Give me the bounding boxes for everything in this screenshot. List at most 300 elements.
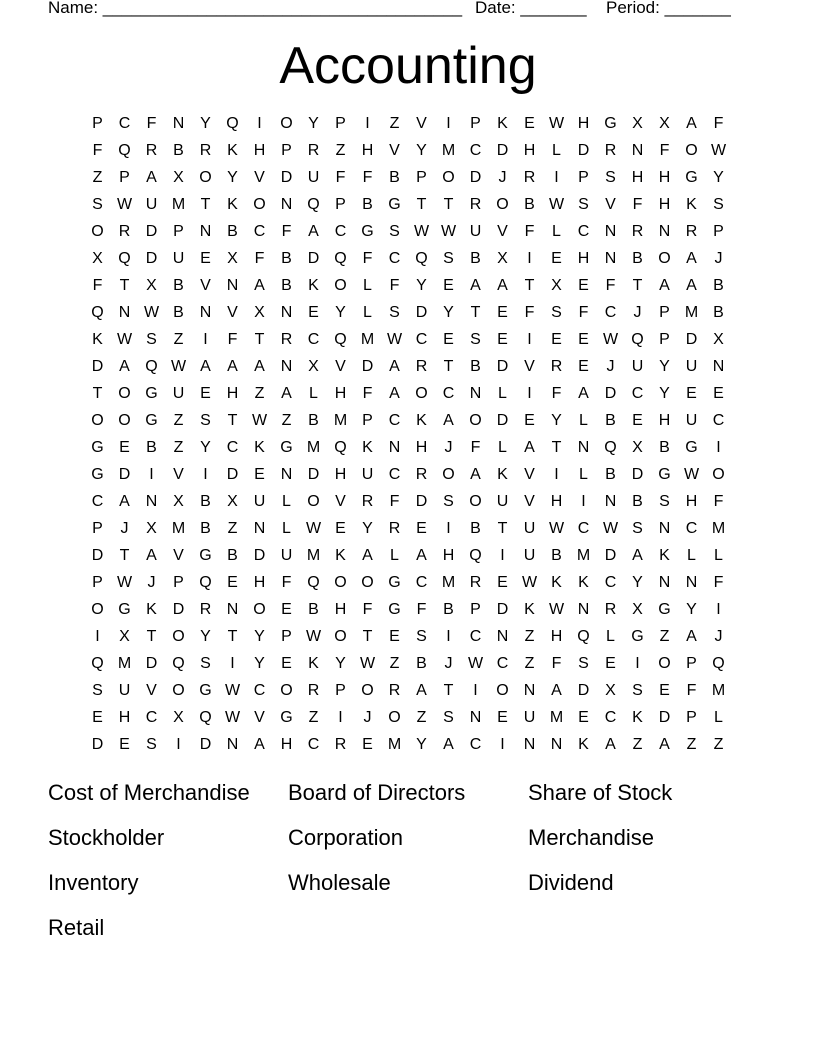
grid-letter[interactable]: A	[470, 466, 481, 483]
grid-letter[interactable]: K	[227, 196, 238, 213]
grid-letter[interactable]: L	[714, 709, 723, 726]
grid-letter[interactable]: L	[552, 142, 561, 159]
grid-letter[interactable]: R	[469, 196, 482, 213]
grid-letter[interactable]: C	[496, 655, 509, 672]
grid-letter[interactable]: P	[470, 601, 481, 618]
grid-letter[interactable]: M	[360, 331, 375, 348]
grid-letter[interactable]: F	[713, 574, 724, 591]
grid-letter[interactable]: O	[253, 196, 266, 213]
grid-letter[interactable]: K	[335, 547, 346, 564]
grid-letter[interactable]: Z	[227, 520, 238, 537]
grid-letter[interactable]: T	[551, 439, 562, 456]
grid-letter[interactable]: W	[224, 682, 241, 699]
grid-letter[interactable]: W	[170, 358, 187, 375]
grid-letter[interactable]: X	[119, 628, 130, 645]
grid-letter[interactable]: W	[116, 574, 133, 591]
grid-letter[interactable]: A	[254, 358, 265, 375]
grid-letter[interactable]: Y	[254, 628, 265, 645]
grid-letter[interactable]: W	[359, 655, 376, 672]
grid-letter[interactable]: U	[145, 196, 158, 213]
grid-letter[interactable]: L	[282, 520, 291, 537]
grid-letter[interactable]: O	[280, 682, 293, 699]
grid-letter[interactable]: V	[146, 682, 157, 699]
grid-letter[interactable]: D	[469, 169, 482, 186]
grid-letter[interactable]: X	[173, 709, 184, 726]
grid-letter[interactable]: J	[498, 169, 507, 186]
grid-letter[interactable]: E	[200, 250, 211, 267]
grid-letter[interactable]: A	[686, 628, 697, 645]
grid-letter[interactable]: F	[362, 169, 373, 186]
grid-letter[interactable]: S	[416, 628, 427, 645]
grid-letter[interactable]: F	[92, 277, 103, 294]
grid-letter[interactable]: J	[444, 655, 453, 672]
grid-letter[interactable]: K	[308, 277, 319, 294]
grid-letter[interactable]: N	[280, 466, 293, 483]
grid-letter[interactable]: E	[92, 709, 103, 726]
grid-letter[interactable]: T	[443, 682, 454, 699]
grid-letter[interactable]: Z	[173, 331, 184, 348]
grid-letter[interactable]: H	[334, 601, 347, 618]
grid-letter[interactable]: W	[305, 520, 322, 537]
grid-letter[interactable]: S	[632, 520, 643, 537]
grid-letter[interactable]: W	[251, 412, 268, 429]
grid-letter[interactable]: D	[415, 493, 428, 510]
grid-letter[interactable]: F	[713, 115, 724, 132]
grid-letter[interactable]: D	[415, 304, 428, 321]
grid-letter[interactable]: H	[577, 115, 590, 132]
grid-letter[interactable]: I	[581, 493, 586, 510]
grid-letter[interactable]: U	[172, 250, 185, 267]
grid-letter[interactable]: F	[551, 385, 562, 402]
grid-letter[interactable]: C	[253, 223, 266, 240]
grid-letter[interactable]: E	[254, 466, 265, 483]
grid-letter[interactable]: M	[441, 142, 456, 159]
grid-letter[interactable]: O	[253, 601, 266, 618]
grid-letter[interactable]: S	[659, 493, 670, 510]
grid-letter[interactable]: N	[712, 358, 725, 375]
grid-letter[interactable]: E	[551, 250, 562, 267]
grid-letter[interactable]: F	[362, 601, 373, 618]
grid-letter[interactable]: M	[306, 547, 321, 564]
grid-letter[interactable]: C	[388, 466, 401, 483]
grid-letter[interactable]: Q	[631, 331, 644, 348]
grid-letter[interactable]: H	[415, 439, 428, 456]
grid-letter[interactable]: N	[118, 304, 131, 321]
grid-letter[interactable]: Q	[145, 358, 158, 375]
grid-letter[interactable]: H	[334, 466, 347, 483]
grid-letter[interactable]: N	[253, 520, 266, 537]
grid-letter[interactable]: A	[686, 115, 697, 132]
grid-letter[interactable]: S	[92, 682, 103, 699]
grid-letter[interactable]: B	[659, 439, 670, 456]
grid-letter[interactable]: R	[361, 493, 374, 510]
grid-letter[interactable]: W	[683, 466, 700, 483]
grid-letter[interactable]: I	[527, 250, 532, 267]
grid-letter[interactable]: L	[309, 385, 318, 402]
grid-letter[interactable]: D	[577, 682, 590, 699]
grid-letter[interactable]: N	[577, 601, 590, 618]
grid-letter[interactable]: E	[308, 304, 319, 321]
grid-letter[interactable]: L	[687, 547, 696, 564]
grid-letter[interactable]: G	[388, 196, 401, 213]
grid-letter[interactable]: E	[713, 385, 724, 402]
grid-letter[interactable]: C	[712, 412, 725, 429]
grid-letter[interactable]: N	[199, 304, 212, 321]
grid-letter[interactable]: T	[362, 628, 373, 645]
grid-letter[interactable]: M	[387, 736, 402, 753]
grid-letter[interactable]: E	[578, 709, 589, 726]
grid-letter[interactable]: O	[280, 115, 293, 132]
grid-letter[interactable]: O	[496, 196, 509, 213]
grid-letter[interactable]: I	[338, 709, 343, 726]
grid-letter[interactable]: R	[388, 682, 401, 699]
grid-letter[interactable]: R	[523, 169, 536, 186]
grid-letter[interactable]: L	[282, 493, 291, 510]
grid-letter[interactable]: G	[631, 628, 644, 645]
grid-letter[interactable]: D	[253, 547, 266, 564]
grid-letter[interactable]: Q	[91, 304, 104, 321]
grid-letter[interactable]: F	[470, 439, 481, 456]
grid-letter[interactable]: Y	[713, 169, 724, 186]
grid-letter[interactable]: A	[686, 250, 697, 267]
grid-letter[interactable]: Z	[713, 736, 724, 753]
grid-letter[interactable]: D	[496, 412, 509, 429]
grid-letter[interactable]: T	[227, 412, 238, 429]
grid-letter[interactable]: P	[362, 412, 373, 429]
grid-letter[interactable]: W	[224, 709, 241, 726]
grid-letter[interactable]: Z	[686, 736, 697, 753]
grid-letter[interactable]: L	[606, 628, 615, 645]
grid-letter[interactable]: X	[632, 115, 643, 132]
grid-letter[interactable]: V	[389, 142, 400, 159]
grid-letter[interactable]: A	[443, 412, 454, 429]
grid-letter[interactable]: E	[686, 385, 697, 402]
grid-letter[interactable]: I	[473, 682, 478, 699]
grid-letter[interactable]: Y	[659, 385, 670, 402]
grid-letter[interactable]: O	[658, 250, 671, 267]
grid-letter[interactable]: Z	[632, 736, 643, 753]
grid-letter[interactable]: M	[684, 304, 699, 321]
grid-letter[interactable]: D	[145, 223, 158, 240]
grid-letter[interactable]: Z	[524, 628, 535, 645]
grid-letter[interactable]: D	[307, 466, 320, 483]
grid-letter[interactable]: G	[280, 709, 293, 726]
grid-letter[interactable]: N	[631, 142, 644, 159]
grid-letter[interactable]: E	[416, 520, 427, 537]
grid-letter[interactable]: U	[469, 223, 482, 240]
grid-letter[interactable]: U	[523, 547, 536, 564]
grid-letter[interactable]: K	[254, 439, 265, 456]
grid-letter[interactable]: P	[335, 115, 346, 132]
grid-letter[interactable]: R	[307, 142, 320, 159]
grid-letter[interactable]: W	[602, 520, 619, 537]
grid-letter[interactable]: U	[172, 385, 185, 402]
grid-letter[interactable]: L	[579, 466, 588, 483]
grid-letter[interactable]: J	[633, 304, 642, 321]
grid-letter[interactable]: D	[199, 736, 212, 753]
grid-letter[interactable]: U	[361, 466, 374, 483]
grid-letter[interactable]: I	[257, 115, 262, 132]
grid-letter[interactable]: B	[173, 277, 184, 294]
grid-letter[interactable]: C	[442, 385, 455, 402]
grid-letter[interactable]: X	[605, 682, 616, 699]
grid-letter[interactable]: Y	[335, 655, 346, 672]
grid-letter[interactable]: G	[280, 439, 293, 456]
grid-letter[interactable]: I	[500, 547, 505, 564]
grid-letter[interactable]: J	[444, 439, 453, 456]
grid-letter[interactable]: F	[281, 223, 292, 240]
grid-letter[interactable]: C	[604, 574, 617, 591]
grid-letter[interactable]: X	[173, 493, 184, 510]
grid-letter[interactable]: Y	[416, 277, 427, 294]
grid-letter[interactable]: Z	[335, 142, 346, 159]
grid-letter[interactable]: R	[199, 142, 212, 159]
grid-letter[interactable]: S	[146, 331, 157, 348]
grid-letter[interactable]: B	[551, 547, 562, 564]
grid-letter[interactable]: T	[254, 331, 265, 348]
grid-letter[interactable]: M	[171, 196, 186, 213]
grid-letter[interactable]: P	[470, 115, 481, 132]
grid-letter[interactable]: N	[658, 223, 671, 240]
grid-letter[interactable]: Y	[200, 115, 211, 132]
grid-letter[interactable]: G	[685, 169, 698, 186]
grid-letter[interactable]: V	[524, 358, 535, 375]
grid-letter[interactable]: A	[308, 223, 319, 240]
grid-letter[interactable]: Q	[307, 196, 320, 213]
grid-letter[interactable]: B	[632, 250, 643, 267]
grid-letter[interactable]: W	[548, 115, 565, 132]
grid-letter[interactable]: B	[713, 304, 724, 321]
grid-letter[interactable]: I	[527, 331, 532, 348]
grid-letter[interactable]: S	[389, 304, 400, 321]
grid-letter[interactable]: C	[334, 223, 347, 240]
grid-letter[interactable]: E	[524, 412, 535, 429]
grid-letter[interactable]: T	[119, 547, 130, 564]
grid-letter[interactable]: S	[443, 250, 454, 267]
grid-letter[interactable]: F	[632, 196, 643, 213]
grid-letter[interactable]: H	[658, 412, 671, 429]
grid-letter[interactable]: E	[578, 331, 589, 348]
grid-letter[interactable]: W	[602, 331, 619, 348]
grid-letter[interactable]: A	[254, 277, 265, 294]
grid-letter[interactable]: C	[631, 385, 644, 402]
grid-letter[interactable]: W	[548, 520, 565, 537]
grid-letter[interactable]: A	[605, 736, 616, 753]
grid-letter[interactable]: U	[280, 547, 293, 564]
grid-letter[interactable]: E	[578, 277, 589, 294]
grid-letter[interactable]: B	[308, 601, 319, 618]
grid-letter[interactable]: O	[199, 169, 212, 186]
grid-letter[interactable]: D	[118, 466, 131, 483]
grid-letter[interactable]: L	[579, 412, 588, 429]
grid-letter[interactable]: M	[117, 655, 132, 672]
grid-letter[interactable]: E	[497, 709, 508, 726]
grid-letter[interactable]: B	[470, 250, 481, 267]
grid-letter[interactable]: A	[227, 358, 238, 375]
grid-letter[interactable]: D	[685, 331, 698, 348]
grid-letter[interactable]: A	[416, 547, 427, 564]
grid-letter[interactable]: N	[658, 520, 671, 537]
grid-letter[interactable]: N	[523, 682, 536, 699]
grid-letter[interactable]: O	[118, 412, 131, 429]
grid-letter[interactable]: I	[365, 115, 370, 132]
grid-letter[interactable]: A	[551, 682, 562, 699]
grid-letter[interactable]: G	[199, 547, 212, 564]
grid-letter[interactable]: B	[416, 655, 427, 672]
grid-letter[interactable]: K	[416, 412, 427, 429]
grid-letter[interactable]: I	[203, 466, 208, 483]
grid-letter[interactable]: I	[500, 736, 505, 753]
grid-letter[interactable]: H	[280, 736, 293, 753]
grid-letter[interactable]: D	[307, 250, 320, 267]
grid-letter[interactable]: M	[576, 547, 591, 564]
grid-letter[interactable]: Q	[307, 574, 320, 591]
grid-letter[interactable]: M	[306, 439, 321, 456]
grid-letter[interactable]: D	[604, 547, 617, 564]
grid-letter[interactable]: D	[91, 736, 104, 753]
grid-letter[interactable]: K	[497, 115, 508, 132]
grid-letter[interactable]: T	[497, 520, 508, 537]
grid-letter[interactable]: E	[524, 115, 535, 132]
grid-letter[interactable]: B	[470, 520, 481, 537]
grid-letter[interactable]: H	[550, 628, 563, 645]
grid-letter[interactable]: A	[119, 493, 130, 510]
grid-letter[interactable]: Y	[632, 574, 643, 591]
grid-letter[interactable]: N	[469, 709, 482, 726]
grid-letter[interactable]: A	[524, 439, 535, 456]
grid-letter[interactable]: V	[254, 709, 265, 726]
grid-letter[interactable]: G	[199, 682, 212, 699]
grid-letter[interactable]: R	[604, 601, 617, 618]
grid-letter[interactable]: A	[659, 736, 670, 753]
grid-letter[interactable]: P	[173, 223, 184, 240]
grid-letter[interactable]: B	[146, 439, 157, 456]
grid-letter[interactable]: F	[524, 304, 535, 321]
grid-letter[interactable]: P	[335, 196, 346, 213]
grid-letter[interactable]: O	[334, 277, 347, 294]
grid-letter[interactable]: K	[686, 196, 697, 213]
grid-letter[interactable]: F	[551, 655, 562, 672]
grid-letter[interactable]: O	[172, 628, 185, 645]
grid-letter[interactable]: B	[227, 547, 238, 564]
grid-letter[interactable]: X	[713, 331, 724, 348]
grid-letter[interactable]: G	[658, 466, 671, 483]
grid-letter[interactable]: E	[632, 412, 643, 429]
grid-letter[interactable]: N	[388, 439, 401, 456]
grid-letter[interactable]: Q	[118, 142, 131, 159]
grid-letter[interactable]: W	[521, 574, 538, 591]
grid-letter[interactable]: P	[686, 655, 697, 672]
grid-letter[interactable]: A	[146, 169, 157, 186]
grid-letter[interactable]: I	[527, 385, 532, 402]
grid-letter[interactable]: F	[416, 601, 427, 618]
grid-letter[interactable]: B	[713, 277, 724, 294]
grid-letter[interactable]: H	[226, 385, 239, 402]
grid-letter[interactable]: S	[605, 169, 616, 186]
grid-letter[interactable]: P	[686, 709, 697, 726]
grid-letter[interactable]: C	[145, 709, 158, 726]
grid-letter[interactable]: H	[523, 142, 536, 159]
grid-letter[interactable]: N	[469, 385, 482, 402]
grid-letter[interactable]: X	[173, 169, 184, 186]
grid-letter[interactable]: M	[171, 520, 186, 537]
grid-letter[interactable]: A	[146, 547, 157, 564]
grid-letter[interactable]: O	[172, 682, 185, 699]
grid-letter[interactable]: P	[281, 142, 292, 159]
grid-letter[interactable]: O	[469, 493, 482, 510]
grid-letter[interactable]: F	[335, 169, 346, 186]
grid-letter[interactable]: I	[635, 655, 640, 672]
grid-letter[interactable]: Y	[335, 304, 346, 321]
grid-letter[interactable]: K	[659, 547, 670, 564]
grid-letter[interactable]: H	[658, 196, 671, 213]
grid-letter[interactable]: A	[416, 682, 427, 699]
grid-letter[interactable]: X	[254, 304, 265, 321]
grid-letter[interactable]: V	[173, 547, 184, 564]
grid-letter[interactable]: B	[362, 196, 373, 213]
grid-letter[interactable]: F	[362, 385, 373, 402]
grid-letter[interactable]: H	[577, 250, 590, 267]
grid-letter[interactable]: X	[92, 250, 103, 267]
grid-letter[interactable]: A	[497, 277, 508, 294]
grid-letter[interactable]: S	[470, 331, 481, 348]
grid-letter[interactable]: W	[548, 196, 565, 213]
grid-letter[interactable]: N	[685, 574, 698, 591]
grid-letter[interactable]: Q	[172, 655, 185, 672]
grid-letter[interactable]: Y	[254, 655, 265, 672]
grid-letter[interactable]: W	[116, 196, 133, 213]
grid-letter[interactable]: V	[200, 277, 211, 294]
grid-letter[interactable]: T	[524, 277, 535, 294]
grid-letter[interactable]: V	[416, 115, 427, 132]
grid-letter[interactable]: K	[524, 601, 535, 618]
grid-letter[interactable]: D	[496, 601, 509, 618]
grid-letter[interactable]: N	[550, 736, 563, 753]
grid-letter[interactable]: R	[550, 358, 563, 375]
grid-letter[interactable]: C	[577, 520, 590, 537]
grid-letter[interactable]: Q	[334, 439, 347, 456]
grid-letter[interactable]: B	[605, 466, 616, 483]
grid-letter[interactable]: A	[578, 385, 589, 402]
grid-letter[interactable]: H	[658, 169, 671, 186]
grid-letter[interactable]: N	[145, 493, 158, 510]
grid-letter[interactable]: A	[200, 358, 211, 375]
grid-letter[interactable]: C	[577, 223, 590, 240]
grid-letter[interactable]: F	[713, 493, 724, 510]
grid-letter[interactable]: B	[470, 358, 481, 375]
grid-letter[interactable]: Z	[173, 412, 184, 429]
grid-letter[interactable]: C	[469, 736, 482, 753]
grid-letter[interactable]: Z	[389, 115, 400, 132]
grid-letter[interactable]: P	[173, 574, 184, 591]
grid-letter[interactable]: B	[632, 493, 643, 510]
grid-letter[interactable]: N	[577, 439, 590, 456]
grid-letter[interactable]: A	[389, 358, 400, 375]
grid-letter[interactable]: V	[497, 223, 508, 240]
grid-letter[interactable]: F	[227, 331, 238, 348]
grid-letter[interactable]: S	[443, 709, 454, 726]
grid-letter[interactable]: K	[227, 142, 238, 159]
grid-letter[interactable]: E	[119, 736, 130, 753]
grid-letter[interactable]: X	[659, 115, 670, 132]
grid-letter[interactable]: O	[712, 466, 725, 483]
grid-letter[interactable]: A	[659, 277, 670, 294]
grid-letter[interactable]: T	[470, 304, 481, 321]
grid-letter[interactable]: U	[685, 358, 698, 375]
grid-letter[interactable]: H	[550, 493, 563, 510]
grid-letter[interactable]: C	[307, 331, 320, 348]
grid-letter[interactable]: R	[280, 331, 293, 348]
